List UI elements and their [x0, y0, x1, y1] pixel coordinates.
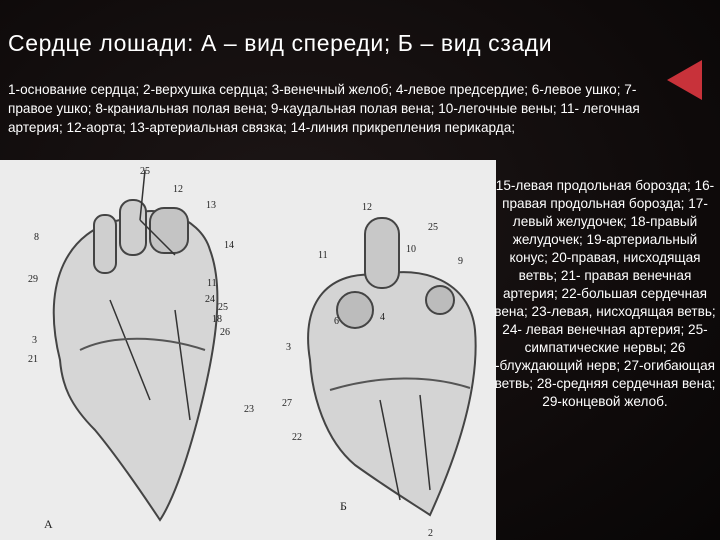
label-a-22: 22 [292, 432, 302, 443]
label-b-6: 6 [334, 316, 339, 327]
label-a-25: 25 [218, 302, 228, 313]
view-a-label: А [44, 517, 53, 531]
label-a-27: 27 [282, 398, 292, 409]
label-a-3: 3 [32, 335, 37, 346]
label-a-24: 24 [205, 294, 215, 305]
heart-illustration [0, 160, 496, 540]
label-a-11: 11 [207, 278, 217, 289]
heart-figure [0, 160, 496, 540]
heart-view-b [308, 218, 476, 515]
view-b-label: Б [340, 499, 347, 513]
label-b-4: 4 [380, 312, 385, 323]
label-a-13: 13 [206, 200, 216, 211]
legend-side: 15-левая продольная борозда; 16-правая продольная борозда; 17-левый желудочек; 18-правый желудочек; 19-артериальный конус; 20-правая, нисходящая ветвь; 21- правая венечная артерия; 22-большая сердечная вена; 23-левая, нисходящая ветвь; 24- левая венечная артерия; 25-симпатические нервы; 26 -блуждающий нерв; 27-огибающая ветвь; 28-средняя сердечная вена; 29-концевой желоб. [494, 178, 716, 409]
label-b-11: 11 [318, 250, 328, 261]
label-b-12: 12 [362, 202, 372, 213]
label-b-3: 3 [286, 342, 291, 353]
label-b-25: 25 [428, 222, 438, 233]
label-a-8: 8 [34, 232, 39, 243]
label-b-2: 2 [428, 528, 433, 539]
label-a-23: 23 [244, 404, 254, 415]
label-b-9: 9 [458, 256, 463, 267]
legend-top: 1-основание сердца; 2-верхушка сердца; 3-венечный желоб; 4-левое предсердие; 6-левое ушко; 7-правое ушко; 8-краниальная полая вена; 9-каудальная полая вена; 10-легочные вены; 11- легочная артерия; 12-аорта; 13-артериальная связка; 14-линия прикрепления перикарда; [8, 82, 640, 135]
label-a-29: 29 [28, 274, 38, 285]
label-a-25-top: 25 [140, 166, 150, 177]
triangle-left-icon[interactable] [664, 58, 704, 102]
label-a-12: 12 [173, 184, 183, 195]
slide-title: Сердце лошади: А – вид спереди; Б – вид сзади [8, 30, 553, 56]
label-b-10: 10 [406, 244, 416, 255]
label-a-21: 21 [28, 354, 38, 365]
label-a-18: 18 [212, 314, 222, 325]
label-a-26: 26 [220, 327, 230, 338]
label-a-14: 14 [224, 240, 234, 251]
heart-view-a [54, 170, 218, 520]
